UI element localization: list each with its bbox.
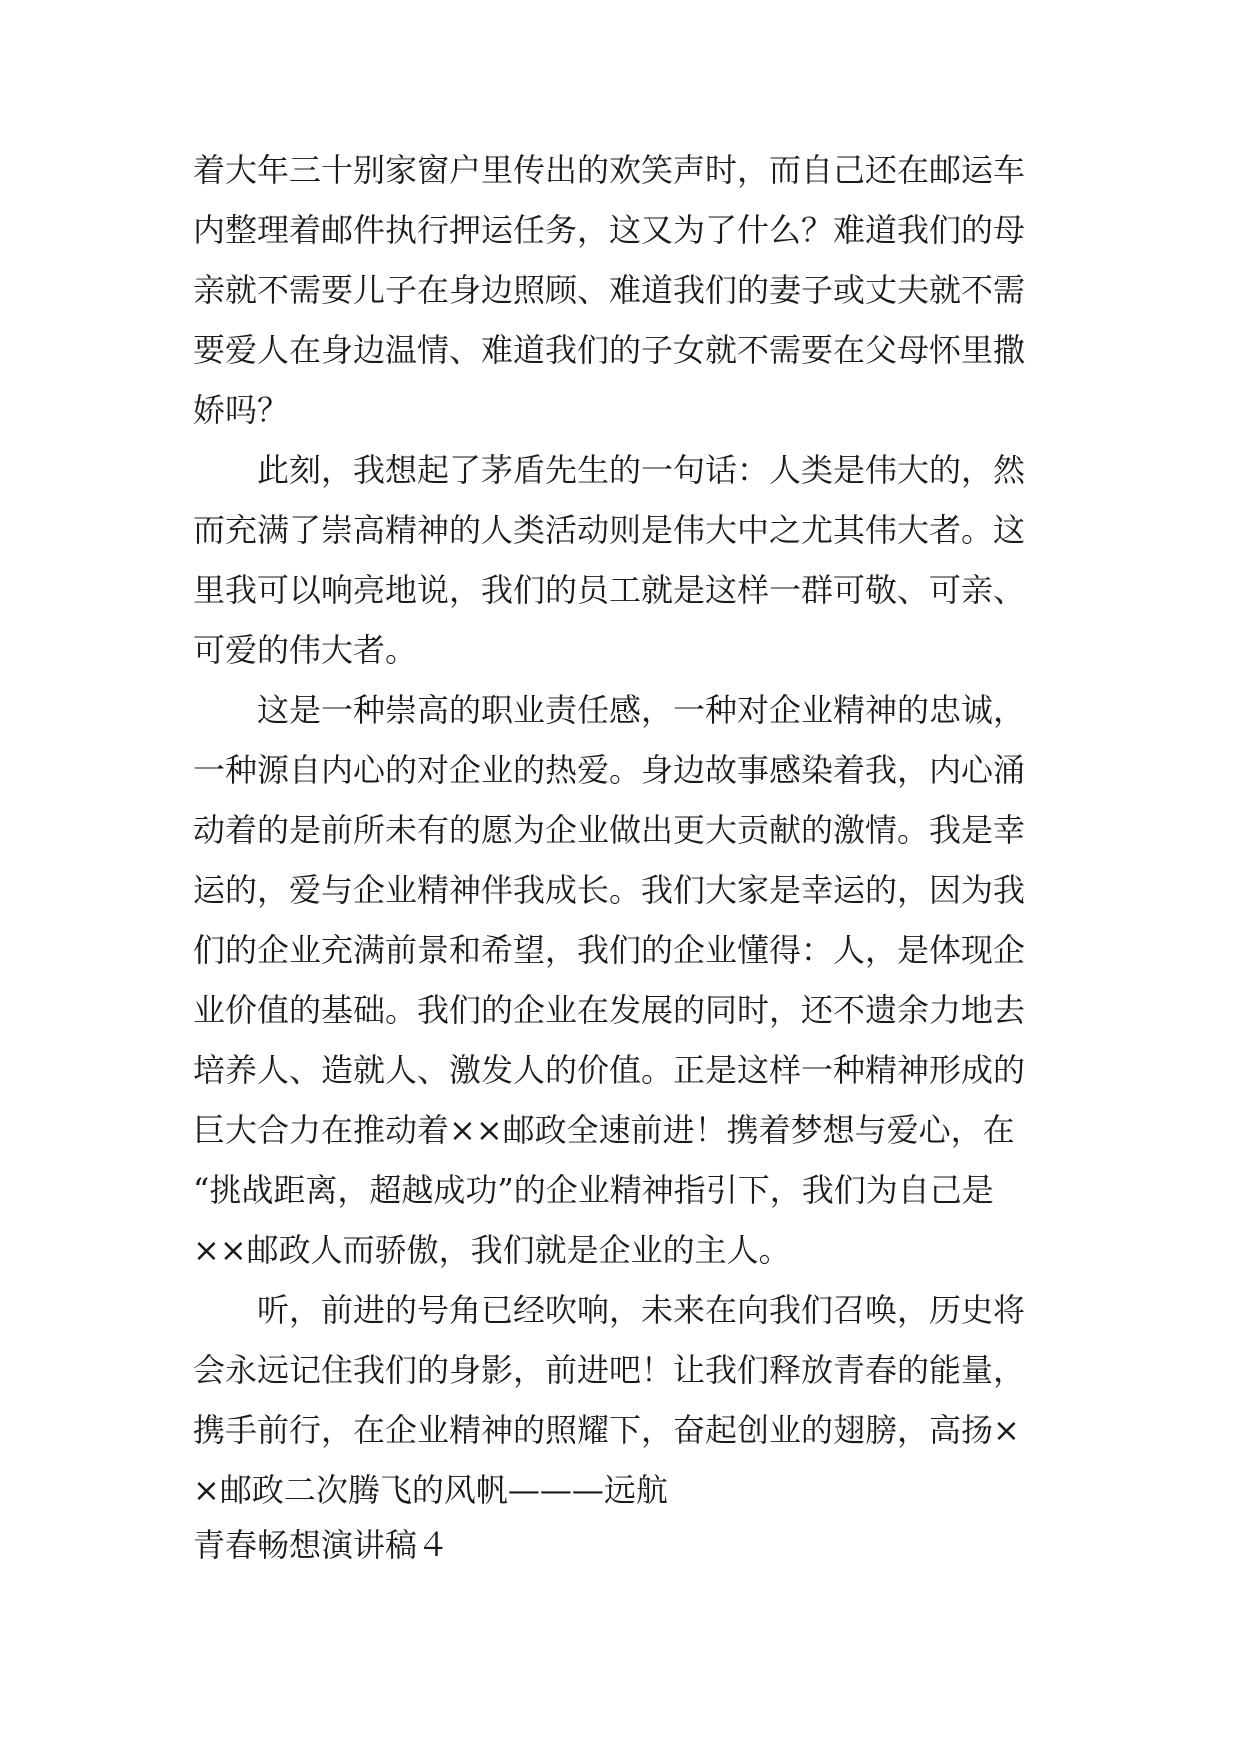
text-line: 此刻，我想起了茅盾先生的一句话：人类是伟大的，然 (193, 451, 1026, 489)
text-line: 们的企业充满前景和希望，我们的企业懂得：人，是体现企 (193, 931, 1026, 969)
text-line: 会永远记住我们的身影，前进吧！让我们释放青春的能量， (193, 1351, 1026, 1389)
text-line: 运的，爱与企业精神伴我成长。我们大家是幸运的，因为我 (193, 871, 1026, 909)
text-line: 这是一种崇高的职业责任感，一种对企业精神的忠诚， (193, 691, 1026, 729)
text-line: 娇吗？ (193, 391, 290, 429)
text-line: 着大年三十别家窗户里传出的欢笑声时，而自己还在邮运车 (193, 151, 1026, 189)
text-line: 而充满了崇高精神的人类活动则是伟大中之尤其伟大者。这 (193, 511, 1026, 549)
section-heading: 青春畅想演讲稿４ (193, 1526, 450, 1564)
text-line: “挑战距离，超越成功”的企业精神指引下，我们为自己是 (193, 1171, 994, 1209)
text-line: ××邮政人而骄傲，我们就是企业的主人。 (193, 1231, 791, 1269)
text-line: 可爱的伟大者。 (193, 631, 418, 669)
text-line: 听，前进的号角已经吹响，未来在向我们召唤，历史将 (193, 1291, 1026, 1329)
text-line: 要爱人在身边温情、难道我们的子女就不需要在父母怀里撒 (193, 331, 1026, 369)
text-line: 内整理着邮件执行押运任务，这又为了什么？难道我们的母 (193, 211, 1026, 249)
text-line: 亲就不需要儿子在身边照顾、难道我们的妻子或丈夫就不需 (193, 271, 1026, 309)
text-line: 培养人、造就人、激发人的价值。正是这样一种精神形成的 (193, 1051, 1026, 1089)
text-line: 巨大合力在推动着××邮政全速前进！携着梦想与爱心，在 (193, 1111, 1015, 1149)
text-line: 携手前行，在企业精神的照耀下，奋起创业的翅膀，高扬× (193, 1411, 1020, 1449)
text-line: 动着的是前所未有的愿为企业做出更大贡献的激情。我是幸 (193, 811, 1026, 849)
text-line: 业价值的基础。我们的企业在发展的同时，还不遗余力地去 (193, 991, 1026, 1029)
text-line: ×邮政二次腾飞的风帆———远航 (193, 1471, 668, 1509)
text-line: 里我可以响亮地说，我们的员工就是这样一群可敬、可亲、 (193, 571, 1026, 609)
text-line: 一种源自内心的对企业的热爱。身边故事感染着我，内心涌 (193, 751, 1026, 789)
